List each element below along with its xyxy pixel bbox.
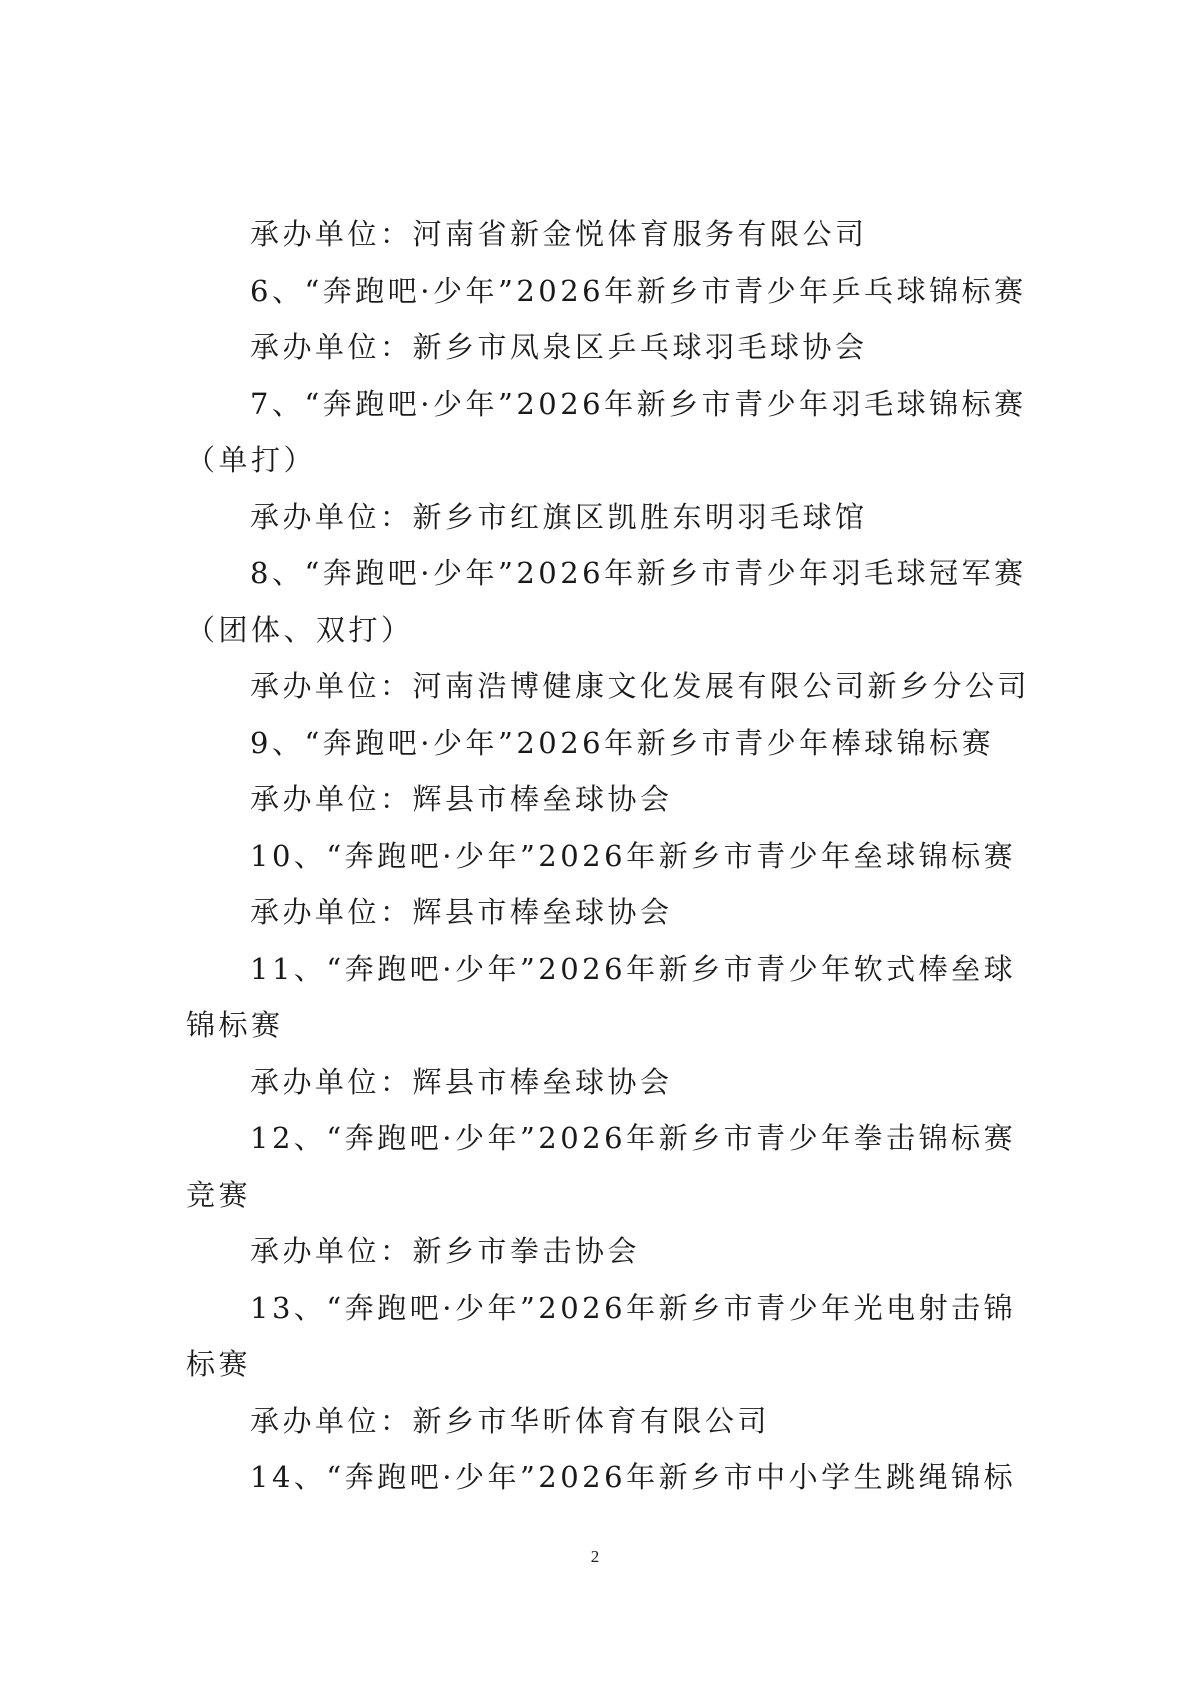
organizer-line: 承办单位：辉县市棒垒球协会 [250,782,673,816]
event-line: 8、“奔跑吧·少年”2026年新乡市青少年羽毛球冠军赛 [250,556,1027,590]
organizer-line: 承办单位：辉县市棒垒球协会 [250,1064,673,1099]
organizer-line: 承办单位：河南省新金悦体育服务有限公司 [250,217,868,251]
body-text [186,206,1031,1506]
event-line: 7、“奔跑吧·少年”2026年新乡市青少年羽毛球锦标赛 [250,386,1027,421]
event-line: 11、“奔跑吧·少年”2026年新乡市青少年软式棒垒球 [250,951,1017,986]
event-line: 12、“奔跑吧·少年”2026年新乡市青少年拳击锦标赛 [250,1121,1017,1155]
event-line-continuation: 锦标赛 [186,1008,284,1042]
event-line: 14、“奔跑吧·少年”2026年新乡市中小学生跳绳锦标 [250,1460,1017,1494]
event-line-continuation: （团体、双打） [186,612,414,647]
event-line-continuation: 竞赛 [186,1177,252,1212]
page-number: 2 [590,1547,600,1566]
organizer-line: 承办单位：新乡市拳击协会 [250,1234,641,1268]
organizer-line: 承办单位：新乡市凤泉区乒乓球羽毛球协会 [250,330,868,364]
organizer-line: 承办单位：新乡市红旗区凯胜东明羽毛球馆 [250,499,868,534]
organizer-line: 承办单位：河南浩博健康文化发展有限公司新乡分公司 [250,669,1031,703]
event-line: 10、“奔跑吧·少年”2026年新乡市青少年垒球锦标赛 [250,838,1017,873]
event-line: 6、“奔跑吧·少年”2026年新乡市青少年乒乓球锦标赛 [250,273,1027,308]
event-line: 9、“奔跑吧·少年”2026年新乡市青少年棒球锦标赛 [250,725,995,760]
event-line-continuation: 标赛 [186,1347,252,1381]
organizer-line: 承办单位：新乡市华昕体育有限公司 [250,1403,771,1438]
event-line-continuation: （单打） [186,443,317,477]
organizer-line: 承办单位：辉县市棒垒球协会 [250,895,673,929]
event-line: 13、“奔跑吧·少年”2026年新乡市青少年光电射击锦 [250,1290,1017,1325]
